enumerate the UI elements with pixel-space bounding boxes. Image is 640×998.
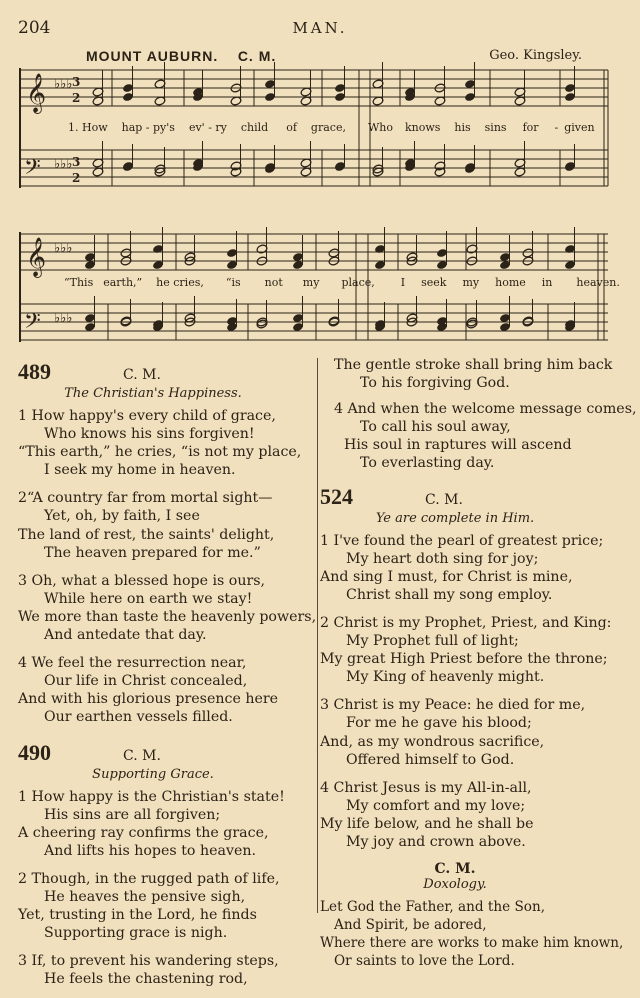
verse-line: 4 Christ Jesus is my All-in-all, [320, 779, 532, 796]
verse-line: I seek my home in heaven. [44, 462, 236, 479]
verse-line: The land of rest, the saints' delight, [18, 526, 275, 543]
verse-line: Christ shall my song employ. [346, 586, 553, 603]
verse-line: His sins are all forgiven; [44, 806, 221, 823]
bass-clef-icon: 𝄢 [24, 155, 41, 185]
verse-line: 4 We feel the resurrection near, [18, 655, 247, 672]
lyric-word: of [286, 121, 297, 134]
music-score [0, 0, 640, 350]
verse [18, 407, 318, 479]
svg-text:3: 3 [72, 155, 81, 169]
verse-line: My Prophet full of light; [346, 633, 519, 650]
verse-line: My King of heavenly might. [346, 669, 545, 686]
verse-line: A cheering ray confirms the grace, [18, 824, 269, 841]
lyric-word: my [302, 276, 320, 289]
lyric-word: “This [64, 276, 94, 289]
lyric-word: heaven. [576, 276, 620, 289]
svg-text:3: 3 [72, 75, 81, 89]
verse [18, 788, 318, 860]
verse-line: He heaves the pensive sigh, [44, 888, 246, 905]
verse-line: My life below, and he shall be [320, 815, 534, 832]
lyric-word: given [564, 121, 595, 134]
bass-clef-icon: 𝄢 [24, 309, 41, 339]
verse [320, 696, 620, 768]
verse-line: Who knows his sins forgiven! [44, 426, 255, 443]
hymn-meter: C. M. [123, 367, 161, 383]
treble-clef-icon: 𝄞 [26, 237, 47, 277]
lyric-word: for [522, 121, 539, 134]
verse [320, 614, 620, 686]
verse-line: We more than taste the heavenly powers, [18, 608, 317, 625]
hymn-number: 490 [18, 739, 51, 765]
lyric-word: child [240, 121, 269, 134]
lyric-word: “is [225, 276, 241, 289]
lyric-word: not [264, 276, 283, 289]
verse-line: And antedate that day. [44, 627, 207, 644]
verse-line: While here on earth we stay! [44, 590, 253, 607]
verse-line: 1 How happy's every child of grace, [18, 408, 276, 424]
verse-line: And with his glorious presence here [18, 691, 279, 708]
verse-line: 3 Oh, what a blessed hope is ours, [18, 572, 266, 589]
lyric-word: seek [421, 276, 447, 289]
verse-line: For me he gave his blood; [346, 715, 532, 732]
doxology-meter: C. M. [434, 861, 476, 878]
verse-line: My heart doth sing for joy; [346, 550, 539, 567]
verse-line: 3 Christ is my Peace: he died for me, [320, 697, 586, 714]
lyric-word: ev' - ry [188, 121, 227, 134]
hymn-number: 524 [320, 483, 353, 509]
lyrics-line-1 [68, 121, 595, 134]
verse-line: Our life in Christ concealed, [44, 673, 248, 690]
verse-line: 2 Christ is my Prophet, Priest, and King: [320, 614, 612, 631]
verse-line: My great High Priest before the throne; [320, 651, 608, 668]
verse [320, 779, 620, 851]
hymn-title: The Christian's Happiness. [64, 386, 242, 401]
composer: Geo. Kingsley. [489, 48, 582, 63]
verse [18, 654, 318, 726]
lyric-word: home [495, 276, 526, 289]
verse-line: 1 How happy is the Christian's state! [18, 788, 285, 805]
verse-line: Yet, oh, by faith, I see [44, 508, 200, 525]
lyric-word: his [454, 121, 471, 134]
verse [18, 572, 318, 644]
verse-line: My joy and crown above. [346, 833, 526, 850]
verse-line: He feels the chastening rod, [44, 971, 248, 988]
verse [18, 952, 318, 988]
verse-line: My comfort and my love; [346, 797, 526, 814]
lyric-word: sins [484, 121, 507, 134]
lyrics-line-2 [64, 276, 620, 289]
doxology-title: Doxology. [423, 877, 487, 893]
page-number: 204 [18, 18, 51, 38]
verse [18, 489, 318, 561]
verse-line: And sing I must, for Christ is mine, [320, 568, 573, 585]
lyric-word: 1. How [68, 121, 108, 134]
hymn-title: Ye are complete in Him. [375, 510, 535, 526]
hymn-meter: C. M. [123, 747, 161, 764]
lyric-word: place, [341, 276, 375, 289]
verse-line: 3 If, to prevent his wandering steps, [18, 953, 279, 970]
lyric-word: knows [404, 121, 441, 134]
verse-line: The heaven prepared for me.” [44, 544, 261, 561]
lyric-word: grace, [310, 121, 346, 134]
hymn-490 [18, 739, 318, 989]
lyric-word: he cries, [156, 276, 204, 289]
lyric-word: my [462, 276, 480, 289]
lyric-word: - [554, 121, 559, 134]
hymn-489 [18, 358, 318, 727]
svg-text:♭♭♭: ♭♭♭ [54, 241, 73, 256]
hymn-meter: C. M. [425, 491, 463, 508]
svg-text:♭♭♭: ♭♭♭ [54, 311, 73, 326]
svg-text:2: 2 [72, 171, 81, 185]
verse-line: 2“A country far from mortal sight— [18, 490, 273, 507]
lyric-word: hap - py's [121, 121, 175, 134]
verse-line: And lifts his hopes to heaven. [44, 842, 257, 859]
lyric-word: I [400, 276, 406, 289]
lyric-word: earth,” [103, 276, 143, 289]
verse [320, 532, 620, 604]
verse-line: “This earth,” he cries, “is not my place, [18, 444, 302, 461]
verse-line: And, as my wondrous sacrifice, [320, 733, 545, 750]
hymn-number: 489 [18, 359, 51, 384]
doxology: C. M. Doxology. Let God the Father, and the Son, And Spirit, be adored, Where there are works to make him known, Or saints to love the Lord. [320, 861, 624, 970]
verse-line: Yet, trusting in the Lord, he finds [18, 907, 257, 924]
svg-text:♭♭♭: ♭♭♭ [54, 157, 73, 172]
lyric-word: Who [367, 121, 393, 134]
verse-continuation-4: 4 And when the welcome message comes, To call his soul away, His soul in raptures will ascend To everlasting day. [334, 401, 637, 472]
verse-line: Our earthen vessels filled. [44, 709, 233, 726]
verse-line: 2 Though, in the rugged path of life, [18, 870, 280, 887]
verse-line: 1 I've found the pearl of greatest price; [320, 532, 604, 549]
treble-clef-icon: 𝄞 [26, 73, 47, 113]
verse-line: Offered himself to God. [346, 751, 515, 768]
page-title: MAN. [292, 19, 348, 37]
hymn-524 [320, 483, 620, 852]
verse [18, 870, 318, 942]
verse-line: Supporting grace is nigh. [44, 925, 228, 942]
hymn-title: Supporting Grace. [92, 766, 214, 782]
verse-continuation: The gentle stroke shall bring him back To his forgiving God. [334, 357, 613, 392]
svg-text:♭♭♭: ♭♭♭ [54, 77, 73, 92]
right-column [320, 356, 637, 980]
lyric-word: in [541, 276, 553, 289]
tune-name: MOUNT AUBURN. C. M. [86, 48, 277, 64]
svg-text:2: 2 [72, 91, 81, 105]
left-column [18, 358, 318, 998]
